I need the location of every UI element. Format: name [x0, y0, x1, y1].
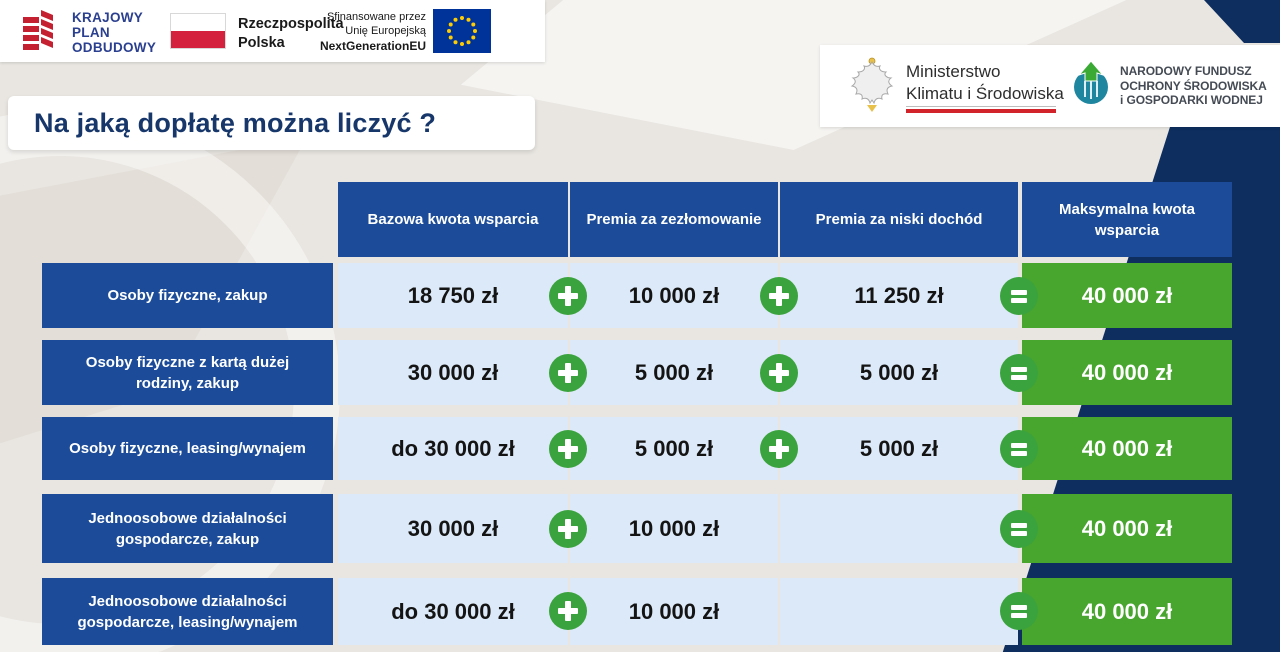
cell-max-amount: 40 000 zł: [1022, 494, 1232, 563]
equals-icon: [1000, 430, 1038, 468]
row-label: Osoby fizyczne, leasing/wynajem: [42, 417, 333, 480]
nfosigw-line: i GOSPODARKI WODNEJ: [1120, 93, 1263, 108]
column-header-income: Premia za niski dochód: [780, 182, 1018, 257]
equals-icon: [1000, 354, 1038, 392]
kpo-logo-text: [72, 10, 156, 55]
column-header-scrap: Premia za zezłomowanie: [570, 182, 778, 257]
eu-flag-icon: [433, 9, 491, 53]
cell-scrap-bonus: 5 000 zł: [570, 340, 778, 405]
column-header-max: Maksymalna kwota wsparcia: [1022, 182, 1232, 257]
eu-funding-line: Sfinansowane przez: [326, 11, 426, 23]
equals-icon: [1000, 592, 1038, 630]
equals-icon: [1000, 277, 1038, 315]
nfosigw-line: NARODOWY FUNDUSZ: [1120, 64, 1252, 78]
row-label: Jednoosobowe działalności gospodarcze, zakup: [42, 494, 333, 563]
equals-icon: [1000, 510, 1038, 548]
kpo-line: PLAN: [72, 25, 110, 41]
ministry-name: [906, 61, 1064, 105]
cell-scrap-bonus: 10 000 zł: [570, 263, 778, 328]
cell-scrap-bonus: 10 000 zł: [570, 578, 778, 645]
cell-base-amount: 30 000 zł: [338, 340, 568, 405]
kpo-line: KRAJOWY: [72, 10, 144, 25]
nfosigw-logo-icon: [1070, 59, 1112, 107]
cell-scrap-bonus: 10 000 zł: [570, 494, 778, 563]
cell-income-bonus-empty: [780, 578, 1018, 645]
row-label: Jednoosobowe działalności gospodarcze, leasing/wynajem: [42, 578, 333, 645]
nfosigw-line: OCHRONY ŚRODOWISKA: [1120, 78, 1267, 93]
kpo-line: ODBUDOWY: [72, 40, 157, 56]
plus-icon: [760, 354, 798, 392]
plus-icon: [549, 354, 587, 392]
cell-scrap-bonus: 5 000 zł: [570, 417, 778, 480]
cell-max-amount: 40 000 zł: [1022, 417, 1232, 480]
plus-icon: [549, 277, 587, 315]
plus-icon: [549, 510, 587, 548]
poland-line: Rzeczpospolita: [238, 16, 344, 32]
eu-funding-label: [300, 11, 426, 54]
funding-logos-bar: [0, 0, 545, 62]
row-label: Osoby fizyczne, zakup: [42, 263, 333, 328]
cell-base-amount: do 30 000 zł: [338, 578, 568, 645]
eagle-emblem-icon: [850, 56, 894, 114]
eu-funding-line: Unię Europejską: [345, 24, 426, 37]
cell-income-bonus: 5 000 zł: [780, 340, 1018, 405]
page-title: Na jaką dopłatę można liczyć ?: [34, 107, 437, 138]
institutions-bar: [820, 45, 1280, 127]
row-label: Osoby fizyczne z kartą dużej rodziny, zakup: [42, 340, 333, 405]
kpo-logo-icon: [20, 7, 66, 55]
nfosigw-name: [1120, 64, 1267, 108]
cell-base-amount: 30 000 zł: [338, 494, 568, 563]
ministry-line: Ministerstwo: [906, 62, 1001, 81]
poland-line: Polska: [238, 34, 285, 51]
cell-income-bonus: 11 250 zł: [780, 263, 1018, 328]
navy-corner-shape: [1200, 0, 1280, 43]
plus-icon: [549, 592, 587, 630]
title-box: [8, 96, 535, 150]
cell-max-amount: 40 000 zł: [1022, 340, 1232, 405]
cell-income-bonus: 5 000 zł: [780, 417, 1018, 480]
cell-base-amount: 18 750 zł: [338, 263, 568, 328]
plus-icon: [760, 277, 798, 315]
poland-flag-icon: [170, 13, 226, 49]
column-header-base: Bazowa kwota wsparcia: [338, 182, 568, 257]
cell-base-amount: do 30 000 zł: [338, 417, 568, 480]
ministry-underline: [906, 106, 1056, 114]
cell-max-amount: 40 000 zł: [1022, 263, 1232, 328]
cell-income-bonus-empty: [780, 494, 1018, 563]
eu-funding-line: NextGenerationEU: [319, 38, 426, 53]
cell-max-amount: 40 000 zł: [1022, 578, 1232, 645]
plus-icon: [549, 430, 587, 468]
plus-icon: [760, 430, 798, 468]
ministry-line: Klimatu i Środowiska: [906, 83, 1064, 103]
